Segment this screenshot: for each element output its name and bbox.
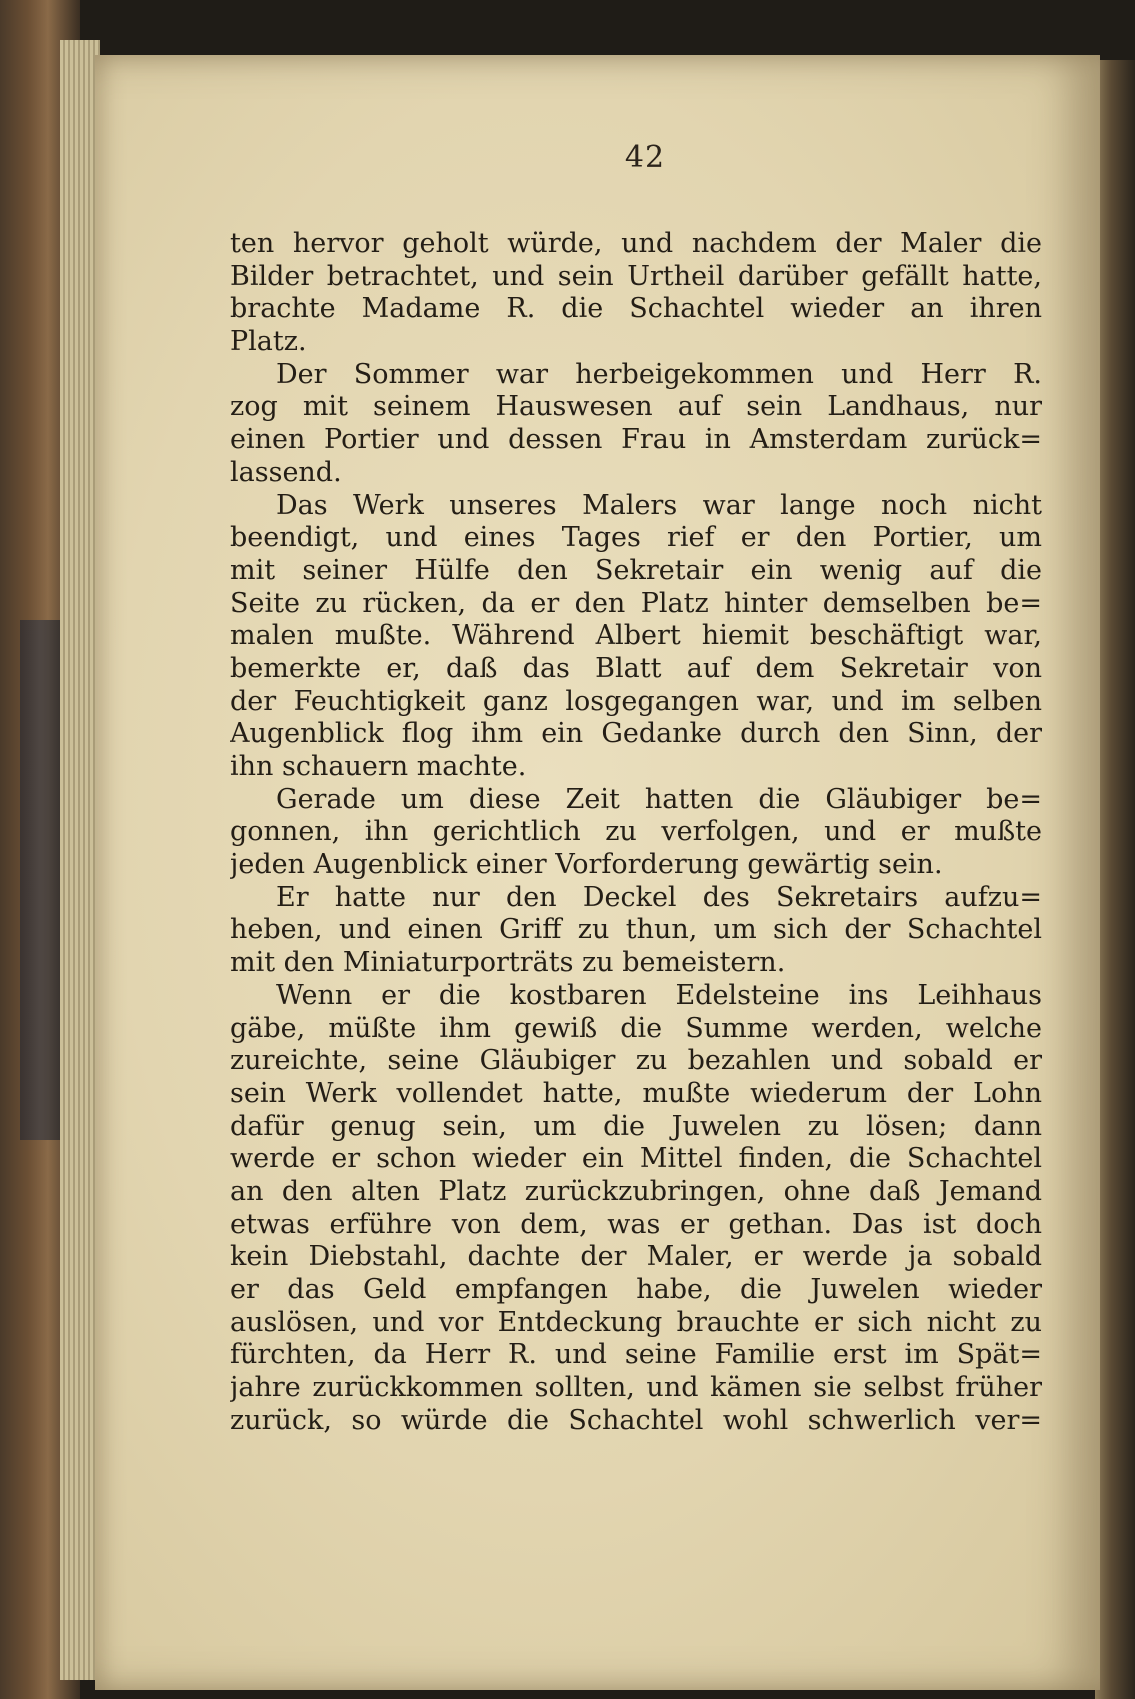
text-line: Platz. xyxy=(230,326,307,358)
text-line: jahre zurückkommen sollten, und kämen sie selbst früher xyxy=(230,1372,1042,1404)
text-line: auslösen, und vor Entdeckung brauchte er sich nicht zu xyxy=(230,1306,1042,1338)
text-line: zog mit seinem Hauswesen auf sein Landhaus, nur xyxy=(230,391,1042,423)
text-line: zurück, so würde die Schachtel wohl schwerlich ver= xyxy=(230,1404,1042,1436)
text-line: Seite zu rücken, da er den Platz hinter demselben be= xyxy=(230,587,1042,619)
text-line: Er hatte nur den Deckel des Sekretairs aufzu= xyxy=(276,881,1042,913)
text-line: etwas erführe von dem, was er gethan. Das ist doch xyxy=(230,1208,1042,1240)
text-line: einen Portier und dessen Frau in Amsterdam zurück= xyxy=(230,424,1042,456)
text-line: ihn schauern machte. xyxy=(230,751,527,782)
text-line: er das Geld empfangen habe, die Juwelen wieder xyxy=(230,1274,1042,1305)
text-line: gäbe, müßte ihm gewiß die Summe werden, welche xyxy=(230,1012,1042,1044)
text-line: Gerade um diese Zeit hatten die Gläubiger be= xyxy=(276,783,1042,815)
text-line: lassend. xyxy=(230,456,342,488)
text-line: ten hervor geholt würde, und nachdem der Maler die xyxy=(230,228,1042,259)
text-line: dafür genug sein, um die Juwelen zu lösen; dann xyxy=(230,1110,1042,1142)
text-line: gonnen, ihn gerichtlich zu verfolgen, und er mußte xyxy=(230,816,1042,848)
text-line: beendigt, und eines Tages rief er den Portier, um xyxy=(230,522,1042,554)
text-line: mit seiner Hülfe den Sekretair ein wenig auf die xyxy=(230,554,1042,586)
text-line: sein Werk vollendet hatte, mußte wiederum der Lohn xyxy=(230,1077,1042,1109)
text-line: malen mußte. Während Albert hiemit beschäftigt war, xyxy=(230,620,1042,652)
text-line: brachte Madame R. die Schachtel wieder an ihren xyxy=(230,293,1042,325)
book-cover-right xyxy=(1095,60,1135,1699)
text-line: Der Sommer war herbeigekommen und Herr R. xyxy=(276,358,1042,390)
text-line: fürchten, da Herr R. und seine Familie erst im Spät= xyxy=(230,1339,1042,1371)
text-line: der Feuchtigkeit ganz losgegangen war, und im selben xyxy=(230,685,1042,717)
text-line: kein Diebstahl, dachte der Maler, er werde ja sobald xyxy=(230,1241,1042,1273)
text-line: an den alten Platz zurückzubringen, ohne daß Jemand xyxy=(230,1175,1042,1207)
page-number: 42 xyxy=(624,140,666,175)
body-text xyxy=(230,228,1042,1437)
text-line: Bilder betrachtet, und sein Urtheil darüber gefällt hatte, xyxy=(230,260,1042,292)
text-line: zureichte, seine Gläubiger zu bezahlen und sobald er xyxy=(230,1045,1042,1077)
text-line: jeden Augenblick einer Vorforderung gewärtig sein. xyxy=(230,849,943,881)
text-line: Augenblick flog ihm ein Gedanke durch den Sinn, der xyxy=(230,718,1042,750)
text-line: bemerkte er, daß das Blatt auf dem Sekretair von xyxy=(230,652,1042,684)
text-line: werde er schon wieder ein Mittel finden, die Schachtel xyxy=(230,1143,1042,1175)
text-line: mit den Miniaturporträts zu bemeistern. xyxy=(230,947,786,979)
text-line: Das Werk unseres Malers war lange noch nicht xyxy=(276,489,1042,521)
text-line: heben, und einen Griff zu thun, um sich der Schachtel xyxy=(230,914,1042,946)
page-edges xyxy=(60,40,100,1680)
text-line: Wenn er die kostbaren Edelsteine ins Leihhaus xyxy=(276,979,1042,1011)
